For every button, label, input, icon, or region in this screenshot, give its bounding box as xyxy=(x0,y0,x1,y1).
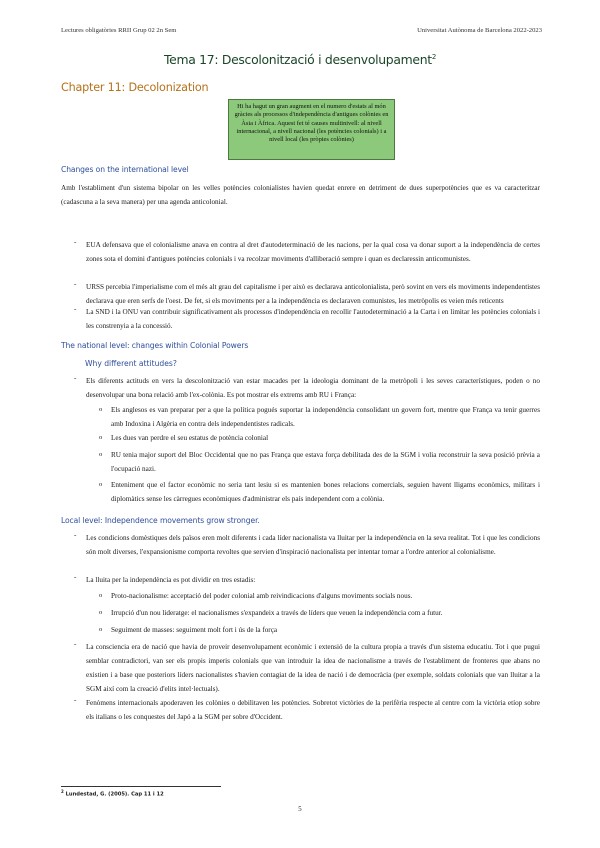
page-number: 5 xyxy=(298,806,302,813)
list-item: Les condicions domèstiques dels països eren molt diferents i cada líder nacionalista va lluitar per la independència en la seva realitat. Tot i que les condicions són molt diverses, l'expansionisme comporta revoltes que servien d'inspiració nacionalista per intentar tornar a l'ordre anterior al colonialisme. xyxy=(86,534,540,556)
sub-list-item: Irrupció d'un nou lideratge: el nacionalismes s'expandeix a través de líders que veuen la independència com a futur. xyxy=(111,609,443,617)
section-heading-national: The national level: changes within Colonial Powers xyxy=(61,341,249,350)
subbullet-marker: o xyxy=(99,626,103,633)
list-item: EUA defensava que el colonialisme anava en contra al dret d'autodeterminació de les nacions, per la qual cosa va donar suport a la independència de certes zones sota el domini d'antigues potències colonials i va recolzar moviments d'alliberació sempre i quan es declaressin anticomunistes. xyxy=(86,241,540,263)
footnote-separator xyxy=(61,786,221,787)
subbullet-marker: o xyxy=(99,406,103,413)
list-item: La SND i la ONU van contribuir significativament als processos d'independència en recollir l'autodeterminació a la Carta i en limitar les potències colonials i les constrenyia a la concessió. xyxy=(86,308,540,330)
bullet-marker: - xyxy=(74,640,77,648)
running-header-right: Universitat Autònoma de Barcelona 2022-2023 xyxy=(417,27,542,34)
subbullet-marker: o xyxy=(99,609,103,616)
bullet-marker: - xyxy=(74,374,77,382)
subbullet-marker: o xyxy=(99,434,103,441)
subsection-heading: Why different attitudes? xyxy=(85,359,177,368)
list-item: Els diferents actituds en vers la descolonització van estar macades per la ideologia dominant de la metròpoli i les seves característiques, poden o no desenvolupar una bona relació amb l'ex-colònia. Es pot mostrar els extrems amb RU i França: xyxy=(86,377,540,399)
footnote-ref: 2 xyxy=(431,52,437,61)
paragraph-international-intro: Amb l'establiment d'un sistema bipolar on les velles potències colonialistes havien quedat enrere en detriment de dues superpotències que es va caracteritzar (cadascuna a la seva manera) per una agenda anticolonial. xyxy=(61,184,540,206)
page-title xyxy=(0,52,600,67)
footnote-number: 2 xyxy=(61,789,64,794)
bullet-marker: - xyxy=(74,305,77,313)
subbullet-marker: o xyxy=(99,451,103,458)
sub-list-item: Les dues van perdre el seu estatus de potència colonial xyxy=(111,434,269,442)
footnote xyxy=(61,789,164,798)
bullet-marker: - xyxy=(74,696,77,704)
list-item: La consciencia era de nació que havia de proveir desenvolupament econòmic i extensió de la cultura propia a través d'un sistema educatiu. Tot i que pugui semblar contradictori, van ser els propis imperis colonials que van introduir la idea de nacionalisme a través de l'establiment de fronteres que abans no existien i a base que posteriors líders nacionalistes s'havien contagiat de la idea de nació i de democràcia (per exemple, soldats colonials que van lluitar a la SGM així com la creació d'elits intel·lectuals). xyxy=(86,643,540,693)
highlight-note-box: Hi ha hagut un gran augment en el numero d'estats al món gràcies als processos d'independència d'antigues colònies en Àsia i Àfrica. Aquest fet té causes multinivell: al nivell internacional, a nivell nacional (les potències colonials) i a nivell local (les pròpies colònies) xyxy=(228,99,395,160)
sub-list-item: RU tenia major suport del Bloc Occidental que no pas França que estava força debilitada des de la SGM i volia reconstruir la seva posició prèvia a l'ocupació nazi. xyxy=(111,451,540,473)
bullet-marker: - xyxy=(74,238,77,246)
bullet-marker: - xyxy=(74,573,77,581)
running-header-left: Lectures obligatòries RRII Grup 02 2n Sem xyxy=(61,27,177,34)
list-item: URSS percebia l'imperialisme com el més alt grau del capitalisme i per això es declarava anticolonialista, però sovint en vers els moviments independentistes declarava que eren serfs de l'oest. De fet, si els moviments per a la independència es declaraven comunistes, les metròpolis es veien més reticents xyxy=(86,283,540,305)
sub-list-item: Seguiment de masses: seguiment molt fort i ús de la força xyxy=(111,626,278,634)
chapter-heading: Chapter 11: Decolonization xyxy=(61,81,209,94)
list-item: Fenòmens internacionals apoderaven les colònies o debilitaven les potències. Sobretot victòries de la perifèria respecte al centre com la victòria etíop sobre els italians o les conquestes del Japó a la SGM per sobre d'Occident. xyxy=(86,699,540,721)
subbullet-marker: o xyxy=(99,592,103,599)
list-item: La lluita per la independència es pot dividir en tres estadis: xyxy=(86,576,256,584)
section-heading-local: Local level: Independence movements grow stronger. xyxy=(61,516,260,525)
subbullet-marker: o xyxy=(99,481,103,488)
sub-list-item: Els anglesos es van preparar per a que la política pogués suportar la independència consolidant un govern fort, mentre que França va tenir guerres amb Indoxina i Algèria en contra dels independentistes radicals. xyxy=(111,406,540,428)
sub-list-item: Enteniment que el factor econòmic no seria tant lesiu si es mantenien bones relacions comercials, seguien havent lligams econòmics, militars i diplomàtics sense les càrregues econòmiques d'administrar els país independent com a colònia. xyxy=(111,481,540,503)
section-heading-international: Changes on the international level xyxy=(61,165,189,174)
page-title-text: Tema 17: Descolonització i desenvolupament xyxy=(163,52,432,67)
sub-list-item: Proto-nacionalisme: acceptació del poder colonial amb reivindicacions d'alguns moviments socials nous. xyxy=(111,592,413,600)
bullet-marker: - xyxy=(74,280,77,288)
bullet-marker: - xyxy=(74,531,77,539)
footnote-text: Lundestad, G. (2005). Cap 11 i 12 xyxy=(65,791,164,798)
